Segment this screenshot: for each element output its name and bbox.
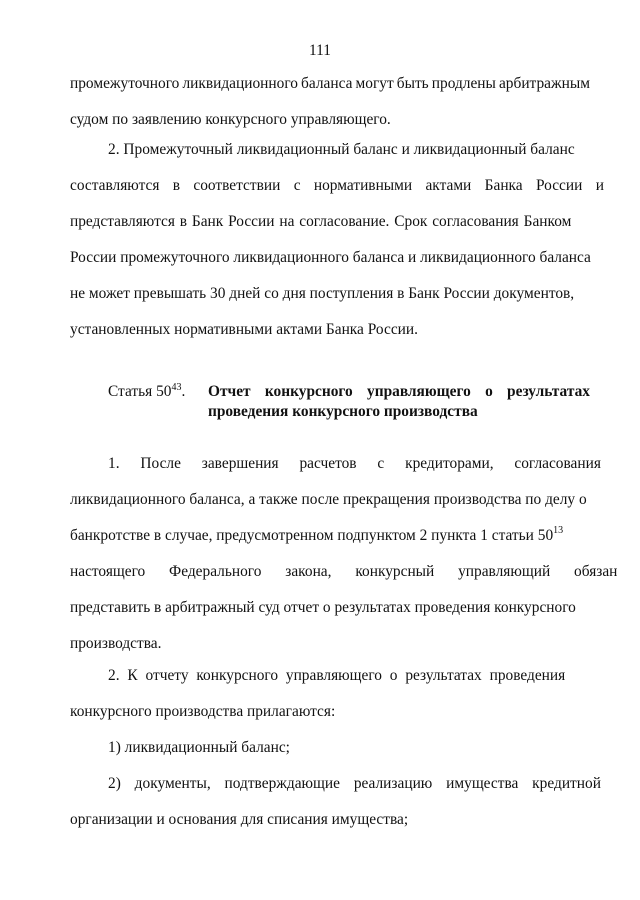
paragraph-line: конкурсного производства прилагаются:: [70, 703, 336, 720]
paragraph-line: организации и основания для списания имущества;: [70, 811, 409, 828]
word: ликвидационного: [182, 75, 298, 92]
word: могут: [355, 75, 394, 92]
paragraph-line: составляются в соответствии с нормативными актами Банка России и: [70, 177, 604, 194]
paragraph-continuation: [70, 66, 590, 138]
article-label-text: Статья 50: [108, 383, 172, 400]
list-item: [70, 766, 601, 838]
paragraph-line: 1) ликвидационный баланс;: [108, 739, 290, 756]
paragraph-4: [70, 658, 590, 730]
paragraph-3: [70, 446, 618, 662]
page-number: 111: [309, 42, 331, 59]
word: о: [485, 383, 493, 400]
paragraph-line: [70, 518, 590, 554]
paragraph-line: не может превышать 30 дней со дня поступления в Банк России документов,: [70, 285, 575, 302]
paragraph-line: 2) документы, подтверждающие реализацию имущества кредитной: [108, 775, 601, 792]
list-item: [70, 730, 590, 766]
word: управляющего: [367, 383, 471, 400]
article-number: [108, 382, 185, 404]
line-text: банкротстве в случае, предусмотренном подпунктом 2 пункта 1 статьи 50: [70, 527, 554, 544]
paragraph-line: ликвидационного баланса, а также после прекращения производства по делу о: [70, 491, 587, 508]
word: промежуточного: [70, 75, 180, 92]
paragraph-line: 2. К отчету конкурсного управляющего о результатах проведения: [108, 667, 566, 684]
article-label-sup: 43: [171, 382, 182, 393]
word: быть: [396, 75, 429, 92]
article-title-line: проведения конкурсного производства: [208, 403, 478, 420]
paragraph-line: представить в арбитражный суд отчет о результатах проведения конкурсного: [70, 599, 576, 616]
article-title-line: [208, 382, 590, 402]
article-label-suffix: .: [181, 383, 186, 400]
paragraph-line: 1. После завершения расчетов с кредиторами, согласования: [108, 455, 601, 472]
paragraph-line: России промежуточного ликвидационного баланса и ликвидационного баланса: [70, 249, 591, 266]
paragraph-line: установленных нормативными актами Банка России.: [70, 321, 418, 338]
word: Отчет: [208, 383, 251, 400]
paragraph-2: [70, 132, 604, 348]
article-title: [208, 382, 590, 422]
paragraph-line: судом по заявлению конкурсного управляющего.: [70, 111, 391, 128]
word: баланса: [301, 75, 353, 92]
paragraph-line: 2. Промежуточный ликвидационный баланс и ликвидационный баланс: [108, 141, 575, 158]
word: арбитражным: [498, 75, 590, 92]
reference-sup: 13: [553, 525, 564, 536]
paragraph-line: [70, 66, 590, 102]
word: продлены: [431, 75, 496, 92]
paragraph-line: настоящего Федерального закона, конкурсный управляющий обязан: [70, 563, 618, 580]
paragraph-line: производства.: [70, 635, 162, 652]
word: результатах: [507, 383, 590, 400]
paragraph-line: представляются в Банк России на согласование. Срок согласования Банком: [70, 213, 572, 230]
word: конкурсного: [264, 383, 353, 400]
